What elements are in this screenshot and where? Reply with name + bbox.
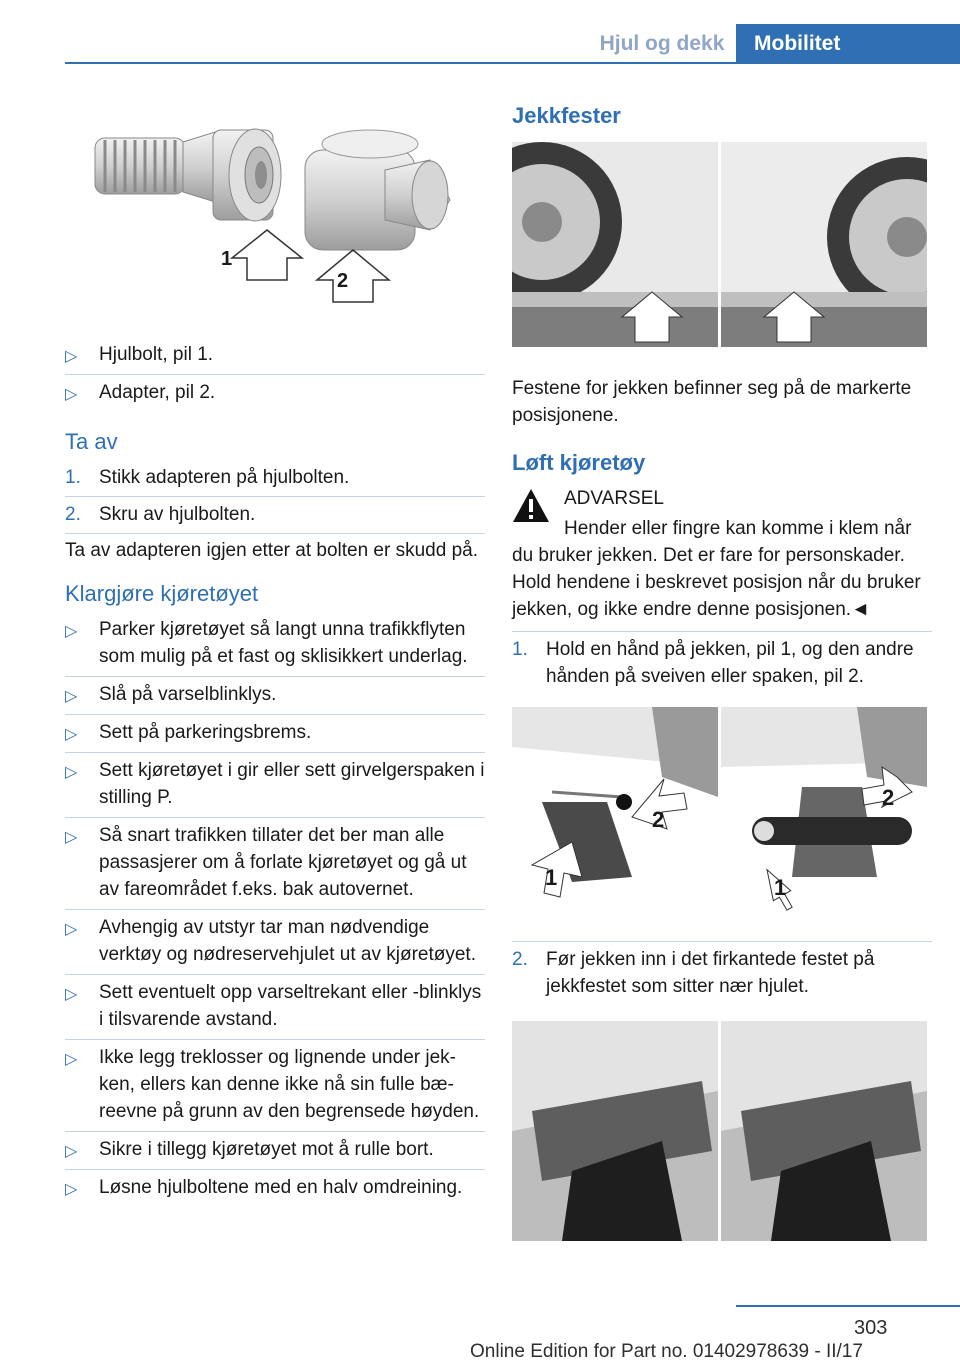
warning-title: ADVARSEL [564,488,664,509]
triangle-bullet-icon: ▷ [65,829,78,846]
list-item: ▷ Adapter, pil 2. [65,374,485,412]
jack-figure-label-2: 2 [652,807,665,832]
edition-text: Online Edition for Part no. 01402978639 - II/17 [470,1341,863,1362]
triangle-bullet-icon: ▷ [65,688,78,705]
triangle-bullet-icon: ▷ [65,1143,78,1160]
jack-points-figure [512,142,927,347]
header-rule [65,62,960,64]
list-item: ▷ Sett kjøretøyet i gir eller sett girvelgerspaken i stilling P. [65,752,485,817]
triangle-bullet-icon: ▷ [65,1181,78,1198]
remove-note: Ta av adapteren igjen etter at bolten er skudd på. [65,533,485,564]
warning-block [512,485,932,623]
triangle-bullet-icon: ▷ [65,921,78,938]
remove-heading: Ta av [65,429,118,454]
jack-figure-label-4: 1 [774,875,787,900]
jack-points-text: Festene for jekken befinner seg på de markerte posisjonene. [512,378,912,426]
figure-label-1: 1 [221,248,233,270]
triangle-bullet-icon: ▷ [65,1051,78,1068]
triangle-bullet-icon: ▷ [65,764,78,781]
list-item: ▷ Parker kjøretøyet så langt unna trafikkflyten som mulig på et fast og sklisikkert underlag. [65,619,468,667]
list-item: 2. Skru av hjulbolten. [65,496,485,533]
triangle-bullet-icon: ▷ [65,623,78,640]
list-item: ▷ Sett eventuelt opp varseltrekant eller -blinklys i tilsvarende avstand. [65,974,485,1039]
jack-hold-figure [512,707,927,917]
list-item: ▷ Løsne hjulboltene med en halv omdreining. [65,1169,485,1207]
list-item: 2. Før jekken inn i det firkantede festet på jekkfestet som sitter nær hjulet. [512,941,932,1005]
list-item: ▷ Slå på varselblinklys. [65,676,485,714]
triangle-bullet-icon: ▷ [65,986,78,1003]
triangle-bullet-icon: ▷ [65,348,78,365]
list-item: 1. Stikk adapteren på hjulbolten. [65,467,350,488]
jack-points-heading: Jekkfester [512,103,621,128]
warning-text: Hender eller fingre kan komme i klem når du bruker jekken. Det er fare for personskader. Hold hendene i beskrevet posisjon når du bruker jekken, og ikke endre denne posisjonen.◄ [512,518,921,620]
jack-hold-photo [512,707,927,917]
list-item: ▷ Avhengig av utstyr tar man nødvendige verktøy og nødreservehjulet ut av kjøretøyet. [65,909,485,974]
list-item: ▷ Så snart trafikken tillater det ber man alle passasjerer om å forlate kjøretøyet og gå ut av fareområdet f.eks. bak autovernet. [65,817,485,909]
right-column [512,80,932,1241]
jack-figure-label-3: 2 [882,785,895,810]
list-item: ▷ Sett på parkeringsbrems. [65,714,485,752]
wheel-bolt-illustration [65,80,485,335]
list-item: ▷ Ikke legg treklosser og lignende under jekken, ellers kan denne ikke nå sin fulle bæreevne på grunn av den begrensede høyden. [65,1039,485,1131]
warning-triangle-icon [512,487,550,525]
triangle-bullet-icon: ▷ [65,726,78,743]
page-number: 303 [854,1317,888,1339]
left-column [65,80,485,1207]
list-item: ▷ Hjulbolt, pil 1. [65,337,485,374]
footer-rule [736,1305,960,1307]
figure-label-2: 2 [337,270,349,292]
list-item: ▷ Sikre i tillegg kjøretøyet mot å rulle bort. [65,1131,485,1169]
jack-seat-photo [512,1021,927,1241]
header-chapter-tab: Mobilitet [736,24,960,64]
wheel-bolt-figure [65,80,485,335]
prepare-steps [65,612,485,1207]
jack-figure-label-1: 1 [545,865,558,890]
remove-steps [65,460,485,533]
lift-heading: Løft kjøretøy [512,450,646,475]
jack-points-photo [512,142,927,347]
prepare-heading: Klargjøre kjøretøyet [65,581,259,606]
jack-seat-figure [512,1021,927,1241]
parts-list [65,337,485,412]
triangle-bullet-icon: ▷ [65,386,78,403]
list-item: 1. Hold en hånd på jekken, pil 1, og den andre hånden på sveiven eller spaken, pil 2. [512,631,932,695]
header-section-tab: Hjul og dekk [599,32,725,55]
